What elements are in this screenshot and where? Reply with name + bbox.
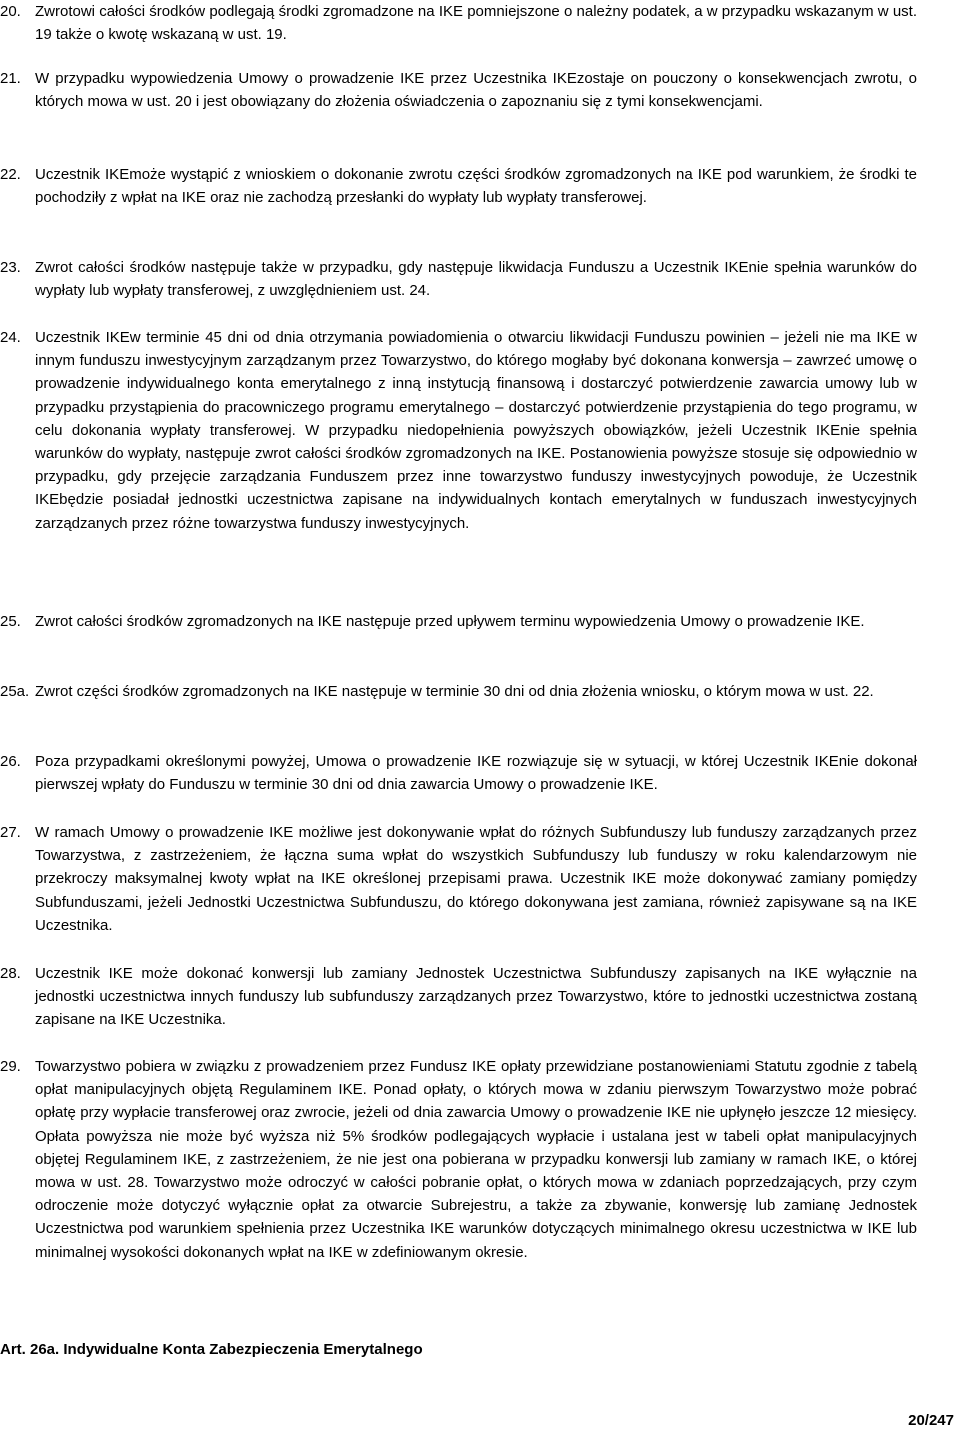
section-heading: Art. 26a. Indywidualne Konta Zabezpieczenia Emerytalnego — [0, 1341, 423, 1358]
paragraph-text: Towarzystwo pobiera w związku z prowadzeniem przez Fundusz IKE opłaty przewidziane postanowieniami Statutu zgodnie z tabelą opłat manipulacyjnych objętą Regulaminem IKE. Ponad opłaty, o których mowa w zdaniu pierwszym Towarzystwo może pobrać opłatę przy wypłacie transferowej oraz zwrocie, jeżeli od dnia zawarcia Umowy o prowadzenie IKE nie upłynęło jeszcze 12 miesięcy. Opłata powyższa nie może być wyższa niż 5% środków podlegających wypłacie i ustalana jest w tabeli opłat manipulacyjnych objętej Regulaminem IKE, z zastrzeżeniem, że nie jest ona pobierana w przypadku konwersji lub zamiany w ramach IKE, o której mowa w ust. 28. Towarzystwo może odroczyć w całości pobranie opłat, o których mowa w zdaniach poprzedzających, przy czym odroczenie może dotyczyć wyłącznie opłat za otwarcie Subrejestru, a także za zbywanie, konwersję lub zamianę Jednostek Uczestnictwa pod warunkiem spełnienia przez Uczestnika IKE warunków dotyczących minimalnego okresu uczestnictwa w IKE lub minimalnej wysokości dokonanych wpłat na IKE w zdefiniowanym okresie. — [35, 1058, 917, 1261]
paragraph-text: Zwrot części środków zgromadzonych na IKE następuje w terminie 30 dni od dnia złożenia wniosku, o którym mowa w ust. 22. — [35, 683, 874, 700]
paragraph-28 — [0, 962, 917, 1032]
paragraph-text: W ramach Umowy o prowadzenie IKE możliwe jest dokonywanie wpłat do różnych Subfunduszy lub funduszy zarządzanych przez Towarzystwa, z zastrzeżeniem, że łączna suma wpłat do wszystkich Subfunduszy lub funduszy w roku kalendarzowym nie przekroczy maksymalnej kwoty wpłat na IKE określonej przepisami prawa. Uczestnik IKE może dokonywać zamiany pomiędzy Subfunduszami, jeżeli Jednostki Uczestnictwa Subfunduszu, do którego dokonywana jest zamiana, również zapisywane są na IKE Uczestnika. — [35, 824, 917, 934]
paragraph-22 — [0, 163, 917, 209]
paragraph-20 — [0, 0, 917, 46]
paragraph-text: Zwrot całości środków następuje także w przypadku, gdy następuje likwidacja Funduszu a Uczestnik IKEnie spełnia warunków do wypłaty lub wypłaty transferowej, z uwzględnieniem ust. 24. — [35, 259, 917, 300]
paragraph-number: 23. — [0, 259, 21, 276]
paragraph-number: 20. — [0, 3, 21, 20]
paragraph-number: 21. — [0, 70, 21, 87]
paragraph-text: Uczestnik IKEw terminie 45 dni od dnia otrzymania powiadomienia o otwarciu likwidacji Funduszu powinien – jeżeli nie ma IKE w innym funduszu inwestycyjnym zarządzanym przez Towarzystwo, do którego mogłaby być dokonana konwersja – zawrzeć umowę o prowadzenie indywidualnego konta emerytalnego z inną instytucją finansową i dostarczyć potwierdzenie zawarcia umowy lub w przypadku przystąpienia do pracowniczego programu emerytalnego – dostarczyć potwierdzenie przystąpienia do tego programu, w celu dokonania wypłaty transferowej. W przypadku niedopełnienia powyższych obowiązków, jeżeli Uczestnik IKEnie spełnia warunków do wypłaty, następuje zwrot całości środków zgromadzonych na IKE. Postanowienia powyższe stosuje się odpowiednio w przypadku, gdy przejęcie zarządzania Funduszem przez inne towarzystwo funduszy inwestycyjnych powoduje, że Uczestnik IKEbędzie posiadał jednostki uczestnictwa zapisane na indywidualnych kontach emerytalnych w funduszach inwestycyjnych zarządzanych przez różne towarzystwa funduszy inwestycyjnych. — [35, 329, 917, 532]
paragraph-text: Uczestnik IKE może dokonać konwersji lub zamiany Jednostek Uczestnictwa Subfunduszy zapisanych na IKE wyłącznie na jednostki uczestnictwa innych funduszy lub subfunduszy zarządzanych przez Towarzystwo, które to jednostki uczestnictwa zostaną zapisane na IKE Uczestnika. — [35, 965, 917, 1029]
paragraph-number: 24. — [0, 329, 21, 346]
paragraph-25a — [0, 680, 917, 703]
paragraph-number: 28. — [0, 965, 21, 982]
paragraph-number: 26. — [0, 753, 21, 770]
paragraph-number: 27. — [0, 824, 21, 841]
paragraph-text: Zwrot całości środków zgromadzonych na IKE następuje przed upływem terminu wypowiedzenia Umowy o prowadzenie IKE. — [35, 613, 865, 630]
paragraph-27 — [0, 821, 917, 937]
paragraph-number: 29. — [0, 1058, 21, 1075]
paragraph-25 — [0, 610, 917, 633]
paragraph-text: Uczestnik IKEmoże wystąpić z wnioskiem o dokonanie zwrotu części środków zgromadzonych na IKE pod warunkiem, że środki te pochodziły z wpłat na IKE oraz nie zachodzą przesłanki do wypłaty lub wypłaty transferowej. — [35, 166, 917, 207]
paragraph-number: 25. — [0, 613, 21, 630]
paragraph-24 — [0, 326, 917, 535]
paragraph-number: 22. — [0, 166, 21, 183]
paragraph-number: 25a. — [0, 683, 30, 700]
paragraph-29 — [0, 1055, 917, 1264]
paragraph-text: Poza przypadkami określonymi powyżej, Umowa o prowadzenie IKE rozwiązuje się w sytuacji, w której Uczestnik IKEnie dokonał pierwszej wpłaty do Funduszu w terminie 30 dni od dnia zawarcia Umowy o prowadzenie IKE. — [35, 753, 917, 794]
paragraph-text: Zwrotowi całości środków podlegają środki zgromadzone na IKE pomniejszone o należny podatek, a w przypadku wskazanym w ust. 19 także o kwotę wskazaną w ust. 19. — [35, 3, 917, 44]
page-number: 20/247 — [908, 1412, 954, 1429]
paragraph-23 — [0, 256, 917, 302]
paragraph-26 — [0, 750, 917, 796]
paragraph-21 — [0, 67, 917, 113]
paragraph-text: W przypadku wypowiedzenia Umowy o prowadzenie IKE przez Uczestnika IKEzostaje on pouczony o konsekwencjach zwrotu, o których mowa w ust. 20 i jest obowiązany do złożenia oświadczenia o zapoznaniu się z tymi konsekwencjami. — [35, 70, 917, 111]
